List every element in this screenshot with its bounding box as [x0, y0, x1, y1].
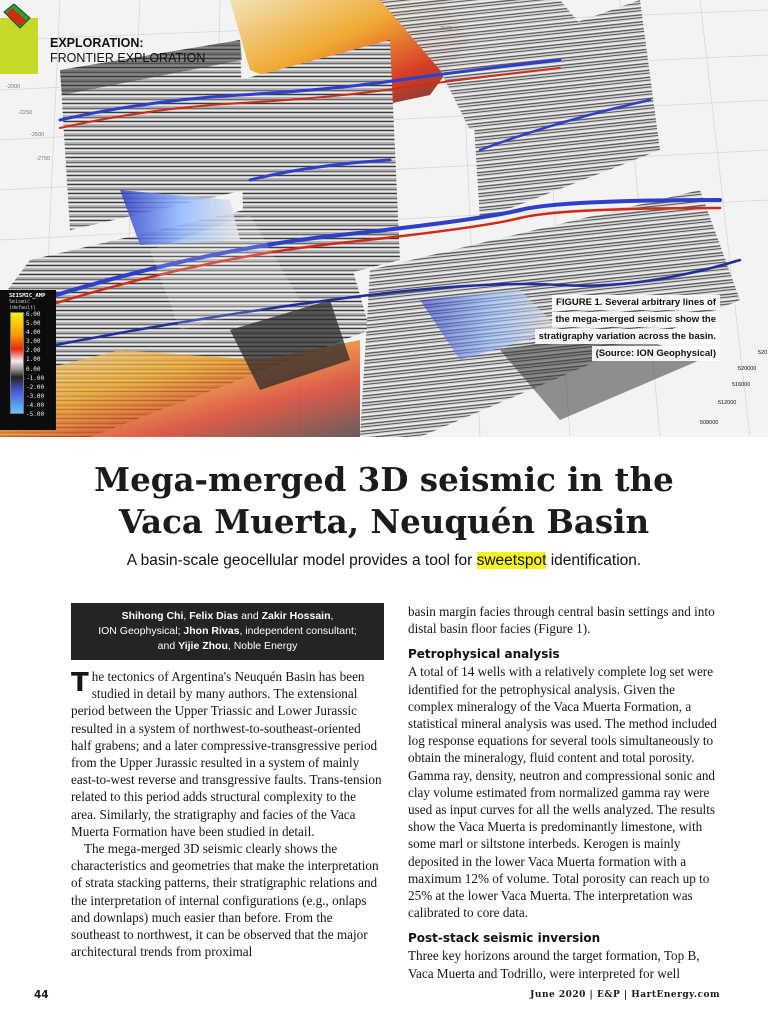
colorbar-tick: -3.00	[26, 392, 45, 400]
author-affiliation: ION Geophysical;	[98, 625, 184, 637]
colorbar-tick: 5.00	[26, 320, 41, 328]
author-line	[71, 609, 384, 624]
grid-coordinate-label: 516000	[732, 382, 751, 388]
author-line	[71, 639, 384, 654]
depth-label: -2000	[6, 84, 21, 90]
colorbar-tick: 6.00	[26, 311, 41, 318]
colorbar-tick: 1.00	[26, 356, 41, 364]
author-sep: and	[238, 610, 262, 622]
section-heading: Post-stack seismic inversion	[408, 931, 601, 946]
section-kicker: EXPLORATION:	[50, 36, 144, 50]
grid-coordinate-label: 508000	[700, 420, 719, 426]
grid-coordinate-label: 520	[758, 350, 768, 356]
author-affiliation: , independent consultant;	[239, 625, 357, 637]
caption-line: (Source: ION Geophysical)	[592, 346, 720, 361]
colorbar-tick: 2.00	[26, 347, 41, 355]
deck-highlight: sweetspot	[476, 552, 547, 569]
author-name: Jhon Rivas	[183, 625, 240, 637]
figure-caption	[520, 294, 720, 362]
orientation-arrow-icon	[0, 0, 34, 34]
colorbar-subtitle: Seismic (default)	[9, 299, 37, 311]
depth-label: -2500	[30, 132, 45, 138]
section-heading: Petrophysical analysis	[408, 647, 560, 662]
page-number: 44	[34, 989, 49, 1001]
author-line	[71, 624, 384, 639]
deck-text: A basin-scale geocellular model provides a tool for	[126, 552, 477, 569]
colorbar-tick: 4.00	[26, 329, 41, 337]
author-sep: ,	[183, 610, 190, 622]
drop-cap: T	[71, 668, 89, 698]
author-name: Shihong Chi	[121, 610, 184, 622]
depth-label: -2500	[438, 26, 453, 32]
depth-label: -2250	[18, 110, 33, 116]
grid-coordinate-label: 512000	[718, 400, 737, 406]
colorbar-tick: -1.00	[26, 374, 45, 382]
amplitude-colorbar	[0, 290, 56, 430]
body-paragraph: basin margin facies through central basin settings and into distal basin floor facies (Figure 1).	[408, 604, 715, 637]
body-column-left	[71, 668, 384, 960]
seismic-figure	[0, 0, 768, 437]
section-subtitle: FRONTIER EXPLORATION	[50, 51, 206, 65]
paragraph-text: he tectonics of Argentina's Neuquén Basin has been studied in detail by many authors. The extensional period between the Upper Triassic and Lower Jurassic resulted in a system of northwest-to-southeast-oriented half grabens; and a later compressive-transgressive period from the Upper Jurassic resulted in a system of mainly east-to-west reverse and transgressive faults. Trans-tension related to this period adds structural complexity to the area. Similarly, the stratigraphy and facies of the Vaca Muerta Formation have been studied in detail.	[71, 669, 382, 839]
body-column-right	[408, 603, 722, 982]
body-paragraph: The mega-merged 3D seismic clearly shows the characteristics and geometries that make the interpretation of strata stacking patterns, their stratigraphic relations and the interpretation of internal configurations (e.g., onlaps and downlaps) much easier than before. From the southeast to northwest, it can be observed that the major architectural trends from proximal	[71, 841, 379, 960]
author-name: Zakir Hossain	[261, 610, 331, 622]
section-label	[50, 36, 205, 66]
colorbar-gradient	[10, 312, 24, 414]
colorbar-tick: 3.00	[26, 338, 41, 346]
colorbar-tick: -2.00	[26, 383, 45, 391]
caption-line: stratigraphy variation across the basin.	[535, 329, 720, 344]
colorbar-title: SEISMIC_AMP	[9, 293, 46, 299]
author-affiliation: and	[157, 640, 179, 652]
colorbar-tick: 0.00	[26, 365, 41, 373]
publication-info: June 2020 | E&P | HartEnergy.com	[530, 990, 720, 1000]
author-box	[71, 603, 384, 660]
caption-line: FIGURE 1. Several arbitrary lines of	[552, 295, 720, 310]
article-deck	[60, 552, 708, 570]
author-name: Felix Dias	[189, 610, 239, 622]
colorbar-tick: -4.00	[26, 401, 45, 409]
colorbar-ticks	[26, 310, 44, 419]
depth-label: -2750	[36, 156, 51, 162]
author-sep: ,	[330, 610, 334, 622]
author-name: Yijie Zhou	[178, 640, 228, 652]
grid-coordinate-label: 520000	[738, 366, 757, 372]
body-paragraph: Three key horizons around the target formation, Top B, Vaca Muerta and Todrillo, were interpreted for well	[408, 948, 700, 981]
body-paragraph	[71, 668, 384, 840]
colorbar-tick: -5.00	[26, 411, 45, 419]
body-paragraph: A total of 14 wells with a relatively complete log set were identified for the petrophysical analysis. Given the complex mineralogy of the Vaca Muerta Formation, a statistical mineral analysis was used. The method included log response equations for several tools simultaneously to obtain the mineralogy, fluid content and total porosity. Gamma ray, density, neutron and compressional sonic and clay volume estimated from normalized gamma ray were used as input curves for all the wells analyzed. The results show the Vaca Muerta is predominantly limestone, with some marl or siltstone interbeds. Kerogen is mainly deposited in the lower Vaca Muerta formation with a maximum 12% of volume. Total porosity can reach up to 25% at the lower Vaca Muerta. The interpretation was calibrated to core data.	[408, 664, 717, 921]
title-line: Vaca Muerta, Neuquén Basin	[118, 502, 650, 541]
article-title	[60, 459, 708, 543]
deck-text-end: identification.	[546, 552, 642, 569]
caption-line: the mega-merged seismic show the	[552, 312, 721, 327]
title-line: Mega-merged 3D seismic in the	[94, 460, 674, 499]
author-affiliation: , Noble Energy	[227, 640, 298, 652]
